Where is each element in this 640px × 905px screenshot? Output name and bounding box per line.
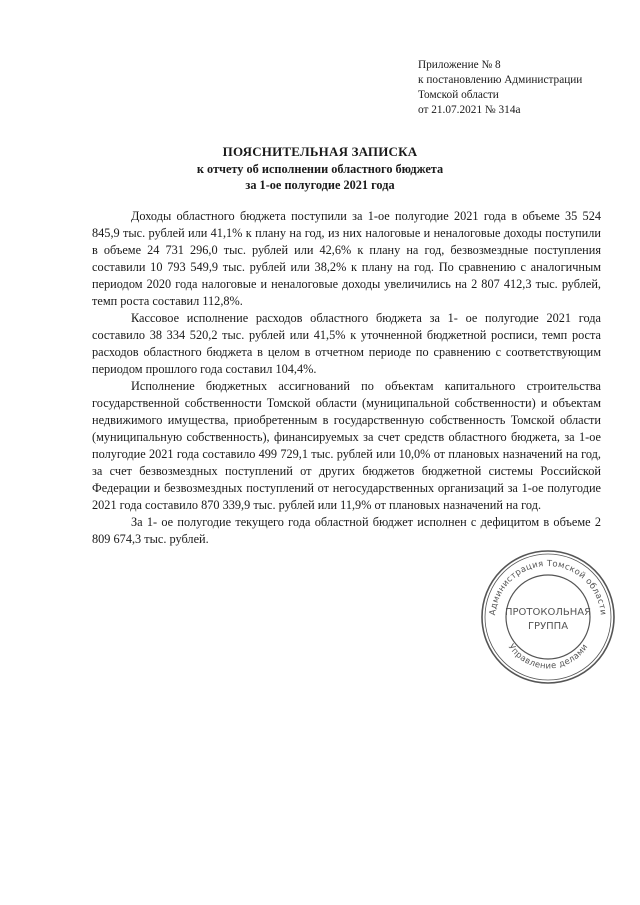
- document-subtitle: к отчету об исполнении областного бюджета: [196, 161, 444, 176]
- stamp-ring-top-text: Администрация Томской области: [488, 558, 608, 616]
- appendix-region: Томской области: [418, 89, 499, 101]
- stamp-ring-bottom-text: Управление делами: [505, 642, 591, 672]
- paragraph-capital-construction: Исполнение бюджетных ассигнований по объектам капитального строительства государственной собственности Томской области (муниципальной собственности) и объектам недвижимого имущества, приобретенным в государственную собственность Томской области (муниципальную собственность), финансируемых за счет средств областного бюджета, за 1-ое полугодие 2021 года составило 499 729,1 тыс. рублей или 10,0% от плановых назначений на год, за счет безвозмездных поступлений от других бюджетов бюджетной системы Российской Федерации и безвозмездных поступлений от негосударственных организаций за 1-ое полугодие 2021 года составило 870 339,9 тыс. рублей или 11,9% от плановых назначений на год.: [92, 379, 601, 512]
- stamp-center-line-2: ГРУППА: [527, 621, 569, 632]
- appendix-reference: к постановлению Администрации: [418, 74, 583, 86]
- document-heading: [60, 144, 580, 194]
- stamp-center-line-1: ПРОТОКОЛЬНАЯ: [504, 607, 592, 618]
- document-title: ПОЯСНИТЕЛЬНАЯ ЗАПИСКА: [222, 144, 418, 159]
- appendix-number: Приложение № 8: [418, 59, 501, 71]
- document-body: [92, 208, 601, 548]
- paragraph-deficit: За 1- ое полугодие текущего года областной бюджет исполнен с дефицитом в объеме 2 809 674,3 тыс. рублей.: [92, 515, 601, 546]
- official-stamp: [478, 547, 618, 687]
- appendix-block: [418, 58, 582, 118]
- appendix-date: от 21.07.2021 № 314а: [418, 104, 521, 116]
- paragraph-expenditure: Кассовое исполнение расходов областного бюджета за 1- ое полугодие 2021 года составило 38 334 520,2 тыс. рублей или 41,5% к уточненной бюджетной росписи, темп роста расходов областного бюджета в целом в отчетном периоде по сравнению с соответствующим периодом прошлого года составил 104,4%.: [92, 311, 601, 376]
- paragraph-revenue: Доходы областного бюджета поступили за 1-ое полугодие 2021 года в объеме 35 524 845,9 тыс. рублей или 41,1% к плану на год, из них налоговые и неналоговые доходы поступили в объеме 24 731 296,0 тыс. рублей или 42,6% к плану на год, безвозмездные поступления составили 10 793 549,9 тыс. рублей или 38,2% к плану на год. По сравнению с аналогичным периодом 2020 года налоговые и неналоговые доходы увеличились на 2 807 412,3 тыс. рублей, темп роста составил 112,8%.: [92, 209, 601, 308]
- document-period: за 1-ое полугодие 2021 года: [245, 178, 395, 192]
